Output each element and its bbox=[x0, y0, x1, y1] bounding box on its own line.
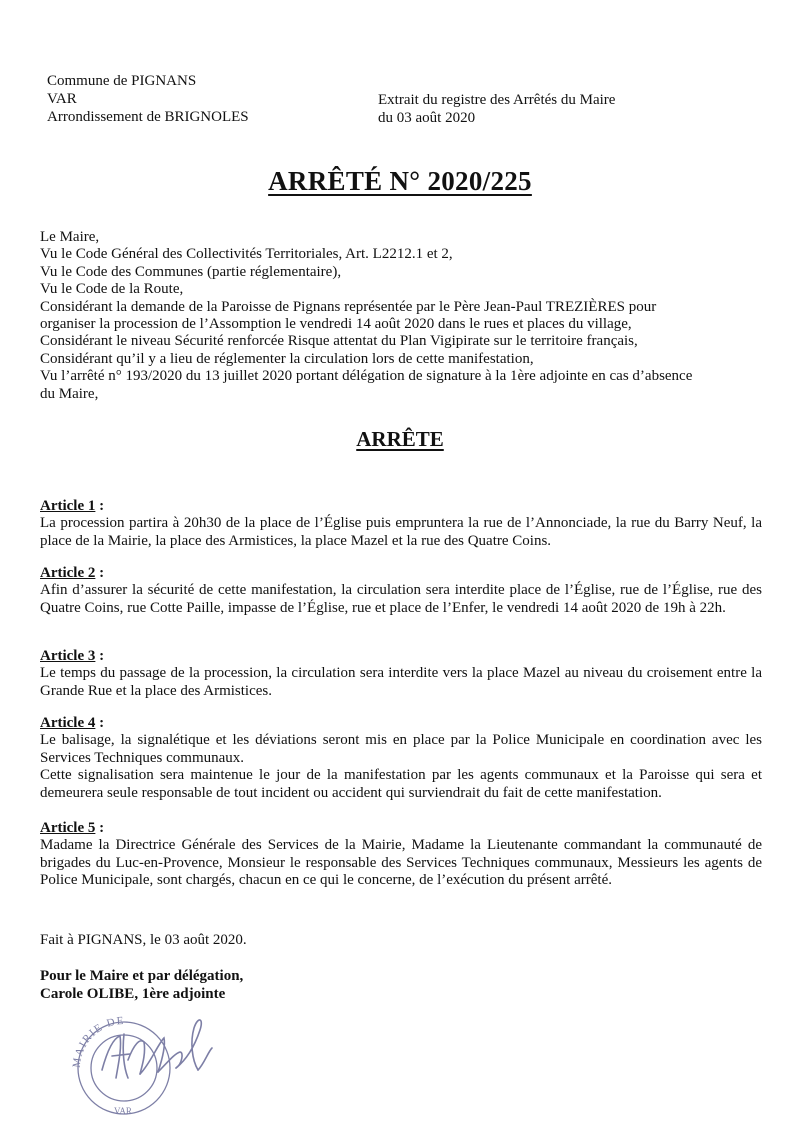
article-title: Article 2 bbox=[40, 565, 96, 581]
article-title: Article 5 bbox=[40, 820, 96, 836]
article-text: Cette signalisation sera maintenue le jour de la manifestation par les agents communaux et la Paroisse qui sera et demeurera seule responsable de tout incident ou accident qui surviendrait du fait de cette manifestation. bbox=[40, 767, 762, 801]
signature-delegation: Pour le Maire et par délégation, bbox=[40, 968, 244, 984]
signature-block bbox=[40, 967, 243, 1003]
article-1: Article 1 : La procession partira à 20h30 de la place de l’Église puis empruntera la rue de l’Annonciade, la rue du Barry Neuf, la place de la Mairie, la place des Armistices, la place Mazel et la rue des Quatre Coins. bbox=[40, 498, 762, 549]
article-text: Afin d’assurer la sécurité de cette manifestation, la circulation sera interdite place de l’Église, rue de l’Église, rue des Quatre Coins, rue Cotte Paille, impasse de l’Église, rue et place de l’Enfer, le vendredi 14 août 2020 de 19h à 22h. bbox=[40, 582, 762, 616]
preamble-line: Vu le Code de la Route, bbox=[40, 281, 184, 298]
stamp-bottom-text: VAR bbox=[114, 1106, 132, 1116]
commune-name: Commune de PIGNANS bbox=[47, 73, 197, 89]
article-3: Article 3 : Le temps du passage de la procession, la circulation sera interdite vers la place Mazel au niveau du croisement entre la Grande Rue et la place des Armistices. bbox=[40, 648, 762, 699]
preamble-line: Considérant la demande de la Paroisse de Pignans représentée par le Père Jean-Paul TREZIÈRES pour bbox=[40, 298, 657, 315]
arrondissement-name: Arrondissement de BRIGNOLES bbox=[47, 109, 249, 125]
article-4: Article 4 : Le balisage, la signalétique et les déviations seront mis en place par la Police Municipale en coordination avec les Services Techniques communaux. Cette signalisation sera maintenue le jour de la manifestation par les agents communaux et la Paroisse qui sera et demeurera seule responsable de tout incident ou accident qui surviendrait du fait de cette manifestation. bbox=[40, 715, 762, 801]
preamble bbox=[40, 229, 765, 403]
article-title: Article 4 bbox=[40, 715, 96, 731]
article-5: Article 5 : Madame la Directrice Générale des Services de la Mairie, Madame la Lieutenante commandant la communauté de brigades du Luc-en-Provence, Monsieur le responsable des Services Techniques communaux, Messieurs les agents de Police Municipale, sont chargés, chacun en ce qui le concerne, de l’exécution du présent arrêté. bbox=[40, 820, 762, 889]
signatory-name: Carole OLIBE, 1ère adjointe bbox=[40, 986, 226, 1002]
decree-heading: ARRÊTE bbox=[356, 427, 444, 451]
preamble-line: Vu le Code Général des Collectivités Territoriales, Art. L2212.1 et 2, bbox=[40, 246, 453, 263]
article-title: Article 3 bbox=[40, 648, 96, 664]
register-extract: Extrait du registre des Arrêtés du Maire bbox=[378, 92, 616, 108]
article-text: Madame la Directrice Générale des Services de la Mairie, Madame la Lieutenante commandant la communauté de brigades du Luc-en-Provence, Monsieur le responsable des Services Techniques communaux, Messieurs les agents de Police Municipale, sont chargés, chacun en ce qui le concerne, de l’exécution du présent arrêté. bbox=[40, 837, 762, 889]
preamble-line: du Maire, bbox=[40, 385, 99, 402]
preamble-line: Vu le Code des Communes (partie réglementaire), bbox=[40, 263, 342, 280]
preamble-line: Le Maire, bbox=[40, 229, 100, 245]
article-text: Le balisage, la signalétique et les déviations seront mis en place par la Police Municipale en coordination avec les Services Techniques communaux. bbox=[40, 732, 762, 766]
article-text: Le temps du passage de la procession, la circulation sera interdite vers la place Mazel au niveau du croisement entre la Grande Rue et la place des Armistices. bbox=[40, 665, 762, 699]
commune-header bbox=[47, 72, 249, 126]
article-2: Article 2 : Afin d’assurer la sécurité de cette manifestation, la circulation sera interdite place de l’Église, rue de l’Église, rue des Quatre Coins, rue Cotte Paille, impasse de l’Église, rue et place de l’Enfer, le vendredi 14 août 2020 de 19h à 22h. bbox=[40, 565, 762, 616]
document-title: ARRÊTÉ N° 2020/225 bbox=[268, 166, 532, 196]
preamble-line: organiser la procession de l’Assomption le vendredi 14 août 2020 dans le rues et places du village, bbox=[40, 316, 632, 333]
stamp-top-text: MAIRIE DE bbox=[70, 1014, 126, 1069]
mairie-stamp-and-signature bbox=[62, 1008, 242, 1118]
preamble-line: Considérant le niveau Sécurité renforcée Risque attentat du Plan Vigipirate sur le territoire français, bbox=[40, 333, 638, 350]
article-title: Article 1 bbox=[40, 498, 96, 514]
done-at-line: Fait à PIGNANS, le 03 août 2020. bbox=[40, 932, 247, 948]
article-text: La procession partira à 20h30 de la place de l’Église puis empruntera la rue de l’Annonciade, la rue du Barry Neuf, la place de la Mairie, la place des Armistices, la place Mazel et la rue des Quatre Coins. bbox=[40, 515, 762, 549]
svg-text:MAIRIE DE bbox=[71, 1015, 126, 1069]
preamble-line: Vu l’arrêté n° 193/2020 du 13 juillet 2020 portant délégation de signature à la 1ère adjointe en cas d’absence bbox=[40, 368, 693, 385]
register-header bbox=[378, 91, 615, 127]
department-name: VAR bbox=[47, 91, 77, 107]
preamble-line: Considérant qu’il y a lieu de réglementer la circulation lors de cette manifestation, bbox=[40, 350, 534, 367]
register-date: du 03 août 2020 bbox=[378, 110, 476, 126]
